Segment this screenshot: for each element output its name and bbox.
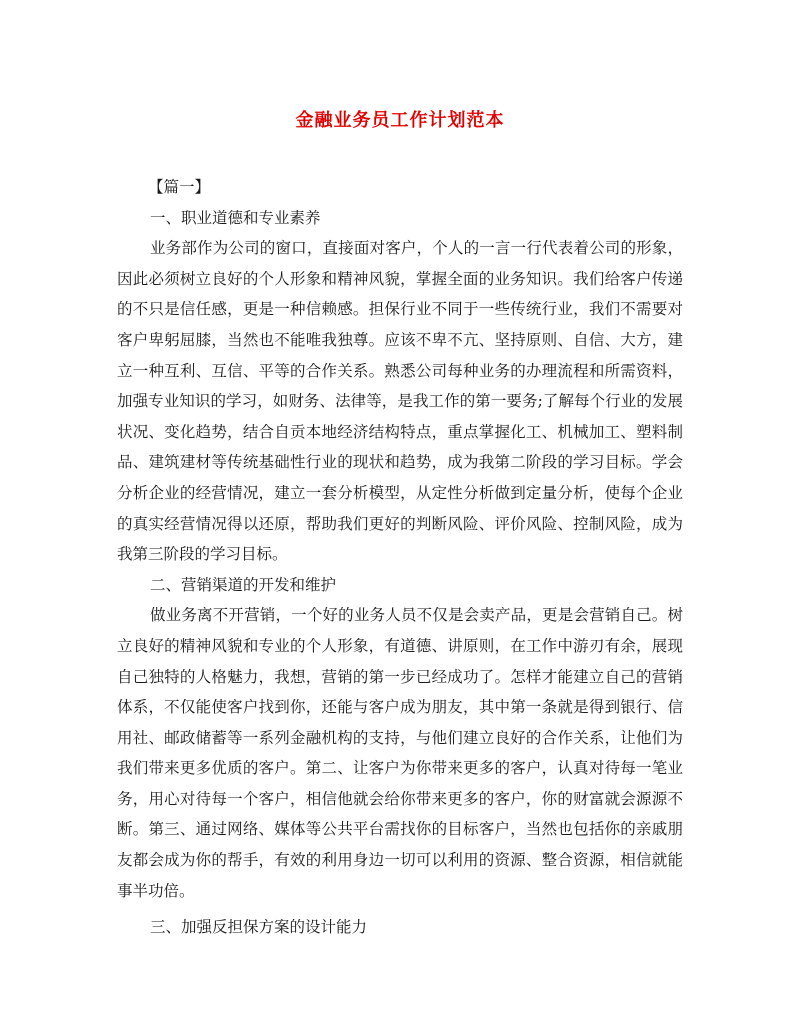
document-body <box>117 172 683 943</box>
section-paragraph-1: 业务部作为公司的窗口，直接面对客户，个人的一言一行代表着公司的形象，因此必须树立良好的个人形象和精神风貌，掌握全面的业务知识。我们给客户传递的不只是信任感，更是一种信赖感。担保行业不同于一些传统行业，我们不需要对客户卑躬屈膝，当然也不能唯我独尊。应该不卑不亢、坚持原则、自信、大方，建立一种互利、互信、平等的合作关系。熟悉公司每种业务的办理流程和所需资料，加强专业知识的学习，如财务、法律等，是我工作的第一要务;了解每个行业的发展状况、变化趋势，结合自贡本地经济结构特点，重点掌握化工、机械加工、塑料制品、建筑建材等传统基础性行业的现状和趋势，成为我第二阶段的学习目标。学会分析企业的经营情况，建立一套分析模型，从定性分析做到定量分析，使每个企业的真实经营情况得以还原，帮助我们更好的判断风险、评价风险、控制风险，成为我第三阶段的学习目标。 <box>117 239 683 564</box>
part-label: 【篇一】 <box>148 178 211 196</box>
section-heading-2: 二、营销渠道的开发和维护 <box>150 575 337 594</box>
section-heading-1: 一、职业道德和专业素养 <box>150 208 321 227</box>
section-heading-3: 三、加强反担保方案的设计能力 <box>150 918 368 937</box>
section-paragraph-2: 做业务离不开营销，一个好的业务人员不仅是会卖产品，更是会营销自己。树立良好的精神风貌和专业的个人形象，有道德、讲原则，在工作中游刃有余，展现自己独特的人格魅力，我想，营销的第一步已经成功了。怎样才能建立自己的营销体系，不仅能使客户找到你，还能与客户成为朋友，其中第一条就是得到银行、信用社、邮政储蓄等一系列金融机构的支持，与他们建立良好的合作关系，让他们为我们带来更多优质的客户。第二、让客户为你带来更多的客户，认真对待每一笔业务，用心对待每一个客户，相信他就会给你带来更多的客户，你的财富就会源源不断。第三、通过网络、媒体等公共平台需找你的目标客户，当然也包括你的亲戚朋友都会成为你的帮手，有效的利用身边一切可以利用的资源、整合资源，相信就能事半功倍。 <box>117 606 683 900</box>
document-title: 金融业务员工作计划范本 <box>295 110 505 131</box>
